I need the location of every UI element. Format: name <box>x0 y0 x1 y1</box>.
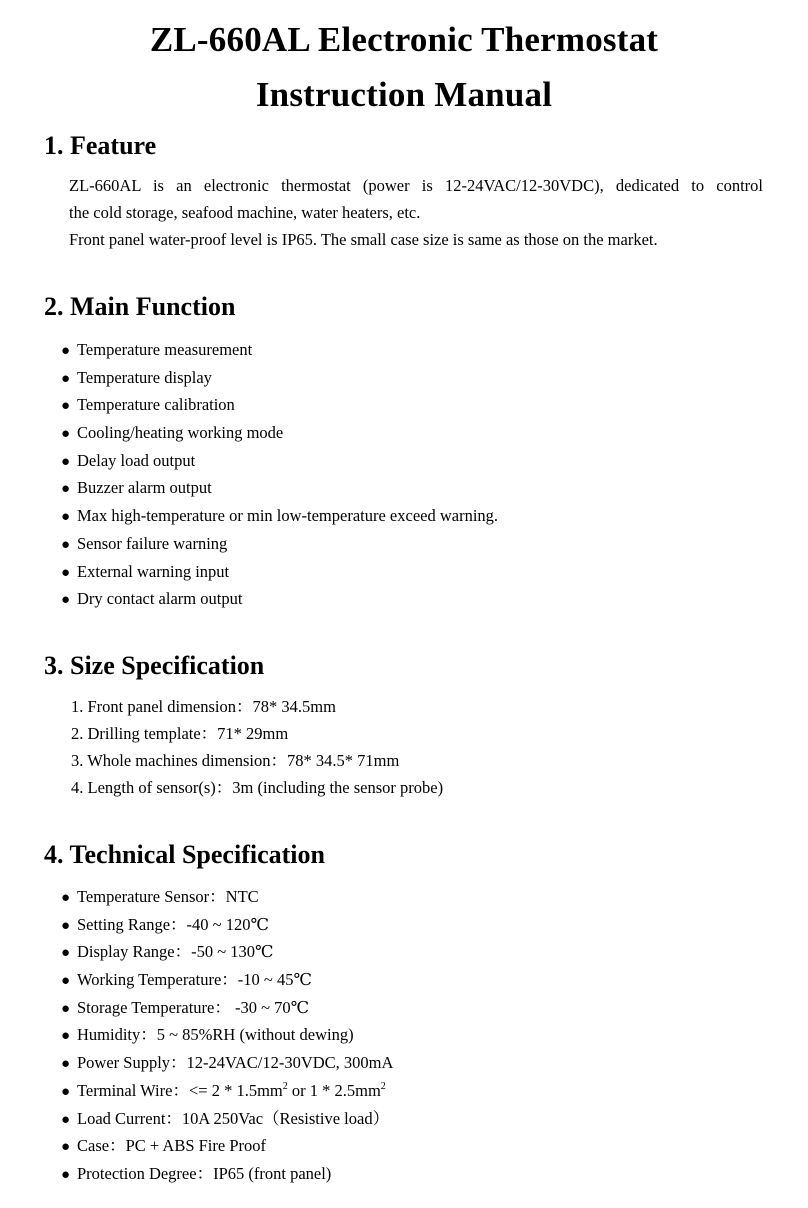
list-item <box>61 558 498 586</box>
list-item-text: Humidity：5 ~ 85%RH (without dewing) <box>77 1025 354 1045</box>
bullet-icon: ● <box>61 564 71 581</box>
list-item-text: Dry contact alarm output <box>77 589 243 609</box>
bullet-icon: ● <box>61 509 71 526</box>
feature-line-2: the cold storage, seafood machine, water heaters, etc. <box>69 203 421 222</box>
list-item: 4. Length of sensor(s)：3m (including the sensor probe) <box>71 778 444 797</box>
bullet-icon: ● <box>61 1111 71 1128</box>
list-item-text: Temperature Sensor：NTC <box>77 887 259 906</box>
list-item <box>61 530 498 558</box>
list-item <box>61 447 498 475</box>
list-item-text: Buzzer alarm output <box>77 478 212 498</box>
list-item: 1. Front panel dimension：78* 34.5mm <box>71 697 336 716</box>
list-item <box>61 336 498 364</box>
tech-spec-list <box>61 883 393 1188</box>
bullet-icon: ● <box>61 343 71 359</box>
bullet-icon: ● <box>61 917 71 934</box>
list-item <box>61 1021 393 1049</box>
list-item-text: Storage Temperature： -30 ~ 70℃ <box>77 997 310 1017</box>
bullet-icon: ● <box>61 1166 71 1183</box>
main-function-list <box>61 336 498 613</box>
list-item-terminal-wire <box>61 1077 393 1105</box>
bullet-icon: ● <box>61 973 71 990</box>
bullet-icon: ● <box>61 1028 71 1045</box>
document-title-line-1: ZL-660AL Electronic Thermostat <box>149 20 659 59</box>
bullet-icon: ● <box>61 536 71 553</box>
list-item <box>61 474 498 502</box>
terminal-wire-prefix: Terminal Wire：<= 2 * 1.5mm <box>77 1080 283 1100</box>
list-item-text: Case：PC + ABS Fire Proof <box>77 1136 266 1156</box>
document-title-line-2: Instruction Manual <box>255 75 553 114</box>
list-item-text: Power Supply：12-24VAC/12-30VDC, 300mA <box>77 1053 394 1073</box>
list-item <box>61 391 498 419</box>
list-item-text: Load Current：10A 250Vac（Resistive load） <box>77 1108 390 1128</box>
size-spec-list <box>71 693 443 801</box>
superscript: 2 <box>282 1080 288 1092</box>
feature-line-1: ZL-660AL is an electronic thermostat (power is 12-24VAC/12-30VDC), dedicated to control <box>69 176 763 195</box>
bullet-icon: ● <box>61 890 71 906</box>
list-item-text: External warning input <box>77 561 230 581</box>
bullet-icon: ● <box>61 481 71 498</box>
feature-heading: 1. Feature <box>44 131 157 160</box>
list-item <box>61 1160 393 1188</box>
tech-spec-heading: 4. Technical Specification <box>44 840 325 869</box>
list-item-text: Protection Degree：IP65 (front panel) <box>77 1163 332 1183</box>
list-item-text: Delay load output <box>77 450 196 470</box>
list-item <box>61 364 498 392</box>
list-item <box>61 1132 393 1160</box>
list-item: 2. Drilling template：71* 29mm <box>71 724 289 743</box>
bullet-icon: ● <box>61 592 71 609</box>
list-item <box>61 966 393 994</box>
list-item <box>61 585 498 613</box>
list-item-text: Temperature calibration <box>77 395 235 415</box>
bullet-icon: ● <box>61 1139 71 1156</box>
list-item-text: Working Temperature：-10 ~ 45℃ <box>77 970 312 990</box>
list-item <box>61 419 498 447</box>
bullet-icon: ● <box>61 1000 71 1017</box>
list-item-text: Setting Range：-40 ~ 120℃ <box>77 914 269 934</box>
list-item <box>61 1105 393 1133</box>
bullet-icon: ● <box>61 426 71 443</box>
superscript: 2 <box>380 1080 386 1092</box>
bullet-icon: ● <box>61 945 71 962</box>
list-item-text: Display Range：-50 ~ 130℃ <box>77 942 274 962</box>
list-item-text: Sensor failure warning <box>77 533 228 553</box>
list-item <box>61 883 393 911</box>
list-item <box>61 502 498 530</box>
list-item-text: Temperature display <box>77 367 212 387</box>
bullet-icon: ● <box>61 453 71 470</box>
feature-paragraph <box>69 172 763 253</box>
list-item <box>61 938 393 966</box>
list-item <box>61 994 393 1022</box>
size-spec-heading: 3. Size Specification <box>44 651 265 680</box>
bullet-icon: ● <box>61 398 71 415</box>
list-item-text: Max high-temperature or min low-temperature exceed warning. <box>77 506 499 526</box>
list-item-text: Temperature measurement <box>77 340 253 359</box>
main-function-heading: 2. Main Function <box>44 292 236 321</box>
feature-line-3: Front panel water-proof level is IP65. The small case size is same as those on the market. <box>69 230 658 249</box>
list-item <box>61 911 393 939</box>
list-item <box>61 1049 393 1077</box>
list-item: 3. Whole machines dimension：78* 34.5* 71mm <box>71 751 400 770</box>
bullet-icon: ● <box>61 1083 71 1100</box>
bullet-icon: ● <box>61 1056 71 1073</box>
terminal-wire-middle: or 1 * 2.5mm <box>287 1080 381 1100</box>
bullet-icon: ● <box>61 370 71 387</box>
list-item-text: Cooling/heating working mode <box>77 423 284 443</box>
